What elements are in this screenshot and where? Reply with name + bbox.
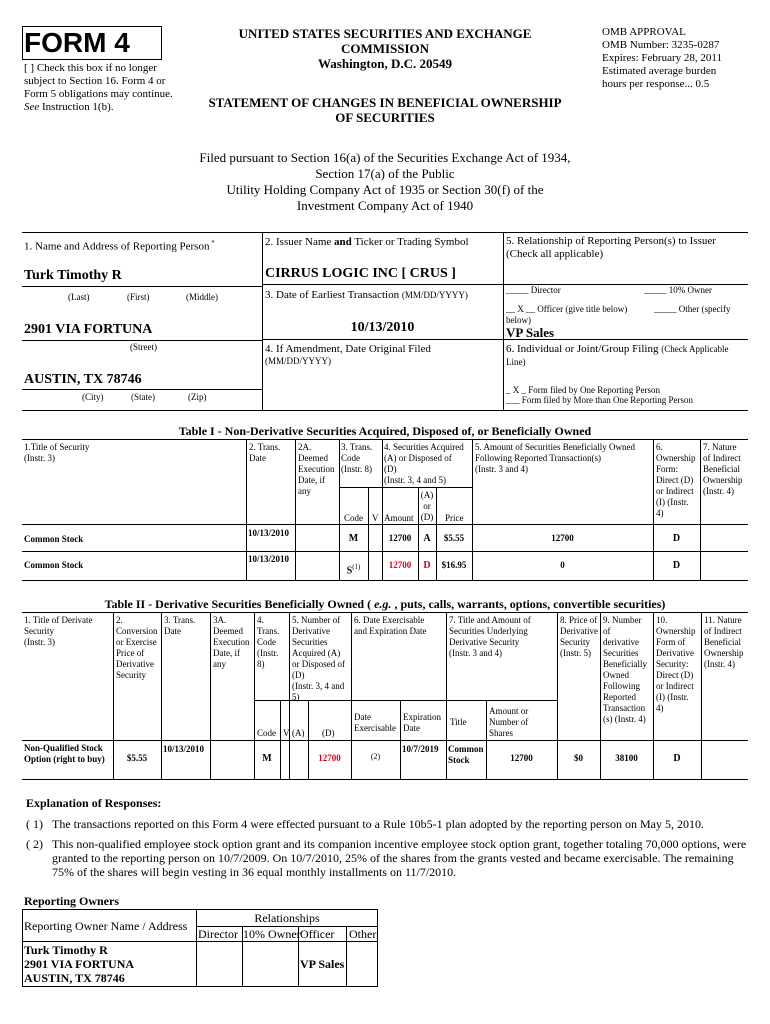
t1-h-title: 1.Title of Security (Instr. 3) (24, 442, 90, 463)
omb-approval (602, 26, 762, 91)
t2-h-code: 4. Trans. Code (Instr. 8) (257, 615, 280, 669)
t1-h-deemed: 2A. Deemed Execution Date, if any (298, 442, 335, 496)
t1-sub-v: V (372, 513, 379, 523)
director-option[interactable]: _____ Director (506, 285, 561, 295)
table2-title: Table II - Derivative Securities Beneficially Owned ( e.g. , puts, calls, warrants, options, convertible securities) (104, 597, 666, 611)
city-value: AUSTIN, TX 78746 (24, 372, 142, 387)
filing-label: 6. Individual or Joint/Group Filing (Check Applicable Line) (506, 343, 729, 367)
t2-row-title: Non-Qualified Stock Option (right to buy) (24, 743, 105, 764)
statement-title (170, 95, 600, 125)
t1-sub-price: Price (445, 513, 464, 523)
footnote-2-text: This non-qualified employee stock option grant and its companion incentive employee stock option grant, together totaling 70,000 options, were granted to the reporting person on 10/7/2009. On 10/7/2010, 25% of the shares from the grants vested and became exercisable. The remaining 75% of the shares will begin vesting in 36 equal monthly installments on 11/7/2010. (52, 837, 747, 879)
t2-sub-code: Code (257, 728, 276, 738)
t2-h-exercisable: 6. Date Exercisable and Expiration Date (354, 615, 427, 636)
filed-line-3: Utility Holding Company Act of 1935 or Section 30(f) of the (226, 182, 544, 197)
first-label: (First) (127, 292, 150, 302)
t2-row-price: $5.55 (126, 753, 148, 763)
t1-row2-title: Common Stock (24, 560, 84, 570)
zip-label: (Zip) (188, 392, 207, 402)
t1-sub-code: Code (344, 513, 363, 523)
one-person-option[interactable]: _ X _ Form filed by One Reporting Person (506, 385, 660, 395)
middle-label: (Middle) (186, 292, 218, 302)
explanation-heading: Explanation of Responses: (26, 796, 162, 810)
footnote-1-ref[interactable]: (1) (352, 563, 361, 571)
relationship-label: 5. Relationship of Reporting Person(s) to Issuer (Check all applicable) (506, 235, 716, 260)
agency-line-3: Washington, D.C. 20549 (318, 56, 452, 71)
check-box-text (24, 62, 174, 114)
owner-officer-value: VP Sales (300, 957, 345, 971)
statement-line-2: OF SECURITIES (335, 110, 435, 125)
t2-sub-title: Title (450, 717, 467, 727)
t1-row1-form: D (672, 533, 681, 544)
state-label: (State) (131, 392, 155, 402)
t1-row1-aord: A (423, 533, 431, 544)
t2-sub-expiration: Expiration Date (403, 712, 441, 733)
check-box-label[interactable]: [ ] Check this box if no longer subject to Section 16. Form 4 or Form 5 obligations may continue. (24, 62, 173, 100)
omb-line-2: OMB Number: 3235-0287 (602, 39, 720, 51)
city-label: (City) (82, 392, 104, 402)
agency-line-2: COMMISSION (340, 41, 430, 56)
multi-person-option[interactable]: ___ Form filed by More than One Reporting Person (506, 395, 693, 405)
t2-row-date: 10/13/2010 (163, 744, 205, 754)
officer-title-value: VP Sales (506, 325, 555, 340)
earliest-date-label: 3. Date of Earliest Transaction (MM/DD/YYYY) (265, 289, 468, 301)
t2-sub-d: (D) (322, 728, 335, 738)
t1-h-code: 3. Trans. Code (Instr. 8) (341, 442, 373, 474)
owners-col-relationships: Relationships (254, 911, 320, 925)
omb-line-3: Expires: February 28, 2011 (602, 52, 722, 64)
t1-row2-form: D (672, 560, 681, 571)
agency-line-1: UNITED STATES SECURITIES AND EXCHANGE (238, 26, 532, 41)
filed-line-1: Filed pursuant to Section 16(a) of the Securities Exchange Act of 1934, (199, 150, 571, 165)
t2-h-price: 2. Conversion or Exercise Price of Derivative Security (116, 615, 158, 680)
agency-block (180, 26, 590, 71)
t1-h-nature: 7. Nature of Indirect Beneficial Ownership (Instr. 4) (703, 442, 743, 496)
owner-name-address: Turk Timothy R 2901 VIA FORTUNA AUSTIN, TX 78746 (24, 943, 135, 985)
t1-row1-date: 10/13/2010 (248, 528, 290, 538)
issuer-label: 2. Issuer Name and Ticker or Trading Symbol (265, 236, 469, 248)
t2-row-deriv-price: $0 (574, 753, 583, 763)
omb-line-5: hours per response... 0.5 (602, 78, 710, 90)
t1-row1-title: Common Stock (24, 534, 84, 544)
t1-h-amount-owned: 5. Amount of Securities Beneficially Owned Following Reported Transaction(s) (Instr. 3 and 4) (475, 442, 635, 474)
ten-pct-owner-option[interactable]: _____ 10% Owner (644, 285, 712, 295)
t2-sub-v: V (283, 728, 290, 738)
t2-h-underlying: 7. Title and Amount of Securities Underlying Derivative Security (Instr. 3 and 4) (449, 615, 531, 658)
footnote-1-text: The transactions reported on this Form 4 were effected pursuant to a Rule 10b5-1 plan adopted by the reporting person on May 5, 2010. (52, 817, 704, 831)
officer-option[interactable]: __ X __ Officer (give title below) (506, 304, 628, 314)
owners-col-other: Other (349, 927, 377, 941)
filed-line-4: Investment Company Act of 1940 (296, 198, 474, 213)
t2-h-deriv-price: 8. Price of Derivative Security (Instr. 5) (560, 615, 598, 658)
owners-col-director: Director (198, 927, 238, 941)
t1-row2-code: $S^{(1)}$ (346, 563, 361, 577)
t2-row-code: M (262, 753, 272, 764)
omb-line-1: OMB APPROVAL (602, 26, 686, 38)
omb-line-4: Estimated average burden (602, 65, 717, 77)
t2-row-disposed: 12700 (318, 753, 341, 763)
t2-row-underlying-amount: 12700 (510, 753, 533, 763)
t1-row2-amount: 12700 (388, 560, 412, 570)
explanation-item (26, 837, 748, 879)
filed-line-2: Section 17(a) of the Public (315, 166, 455, 181)
t1-h-ownership-form: 6. Ownership Form: Direct (D) or Indirect (I) (Instr. 4) (656, 442, 696, 518)
t2-row-underlying-title: Common Stock (448, 744, 484, 765)
instruction-text: Instruction 1(b). (39, 101, 114, 113)
t2-h-nature: 11. Nature of Indirect Beneficial Ownership (Instr. 4) (704, 615, 744, 669)
t2-h-date: 3. Trans. Date (164, 615, 196, 636)
t1-row2-date: 10/13/2010 (248, 554, 290, 564)
footnote-2-ref[interactable]: (2) (370, 752, 381, 761)
t2-row-expiration: 10/7/2019 (402, 744, 439, 754)
t1-row2-owned: 0 (560, 560, 565, 570)
earliest-date-value: 10/13/2010 (350, 320, 415, 335)
t2-sub-a: (A) (292, 728, 305, 738)
street-value: 2901 VIA FORTUNA (24, 322, 153, 337)
owners-col-name: Reporting Owner Name / Address (24, 919, 188, 933)
statement-line-1: STATEMENT OF CHANGES IN BENEFICIAL OWNERSHIP (208, 95, 562, 110)
filed-pursuant (130, 150, 640, 214)
t2-h-form: 10. Ownership Form of Derivative Security: Direct (D) or Indirect (I) (Instr. 4) (656, 615, 696, 713)
t2-row-form: D (673, 753, 681, 764)
amendment-label: 4. If Amendment, Date Original Filed (265, 343, 431, 355)
t2-sub-date-exercisable: Date Exercisable (354, 712, 396, 733)
footnote-2-num: ( 2) (26, 837, 43, 851)
t1-sub-aord: (A) or (D) (420, 490, 434, 522)
issuer-name: CIRRUS LOGIC INC [ CRUS ] (265, 266, 456, 281)
t2-sub-amount: Amount or Number of Shares (489, 706, 529, 738)
owners-col-ten-pct: 10% Owner (243, 927, 301, 941)
t1-row2-price: $16.95 (441, 560, 467, 570)
owners-col-officer: Officer (300, 927, 335, 941)
see-text: See (24, 101, 40, 113)
footnote-1-num: ( 1) (26, 817, 43, 831)
t1-h-securities: 4. Securities Acquired (A) or Disposed of (D) (Instr. 3, 4 and 5) (384, 442, 464, 485)
t1-row1-amount: 12700 (388, 533, 412, 543)
t2-h-title: 1. Title of Derivate Security (Instr. 3) (24, 615, 93, 647)
t1-h-date: 2. Trans. Date (249, 442, 281, 463)
t1-sub-amount: Amount (384, 513, 414, 523)
t1-row2-aord: D (423, 560, 431, 571)
reporting-person-label: 1. Name and Address of Reporting Person * (24, 239, 215, 253)
reporting-owners-heading: Reporting Owners (24, 894, 119, 908)
other-option[interactable]: _____ Other (specify below) (506, 304, 731, 325)
t1-row1-price: $5.55 (443, 533, 465, 543)
t2-h-number: 5. Number of Derivative Securities Acquired (A) or Disposed of (D) (Instr. 3, 4 and 5) (292, 615, 345, 702)
t1-row1-code: M (348, 533, 359, 544)
form-title: FORM 4 (24, 27, 130, 58)
t2-h-deemed: 3A. Deemed Execution Date, if any (213, 615, 250, 669)
t1-row1-owned: 12700 (551, 533, 574, 543)
t2-h-owned: 9. Number of derivative Securities Beneficially Owned Following Reported Transaction (s) (Instr. 4) (603, 615, 647, 724)
t2-row-owned: 38100 (615, 753, 638, 763)
last-label: (Last) (68, 292, 90, 302)
explanation-item (26, 817, 748, 831)
reporting-person-name: Turk Timothy R (24, 268, 122, 283)
amendment-format: (MM/DD/YYYY) (265, 356, 331, 366)
table1-title: Table I - Non-Derivative Securities Acquired, Disposed of, or Beneficially Owned (178, 424, 592, 438)
street-label: (Street) (130, 342, 157, 352)
